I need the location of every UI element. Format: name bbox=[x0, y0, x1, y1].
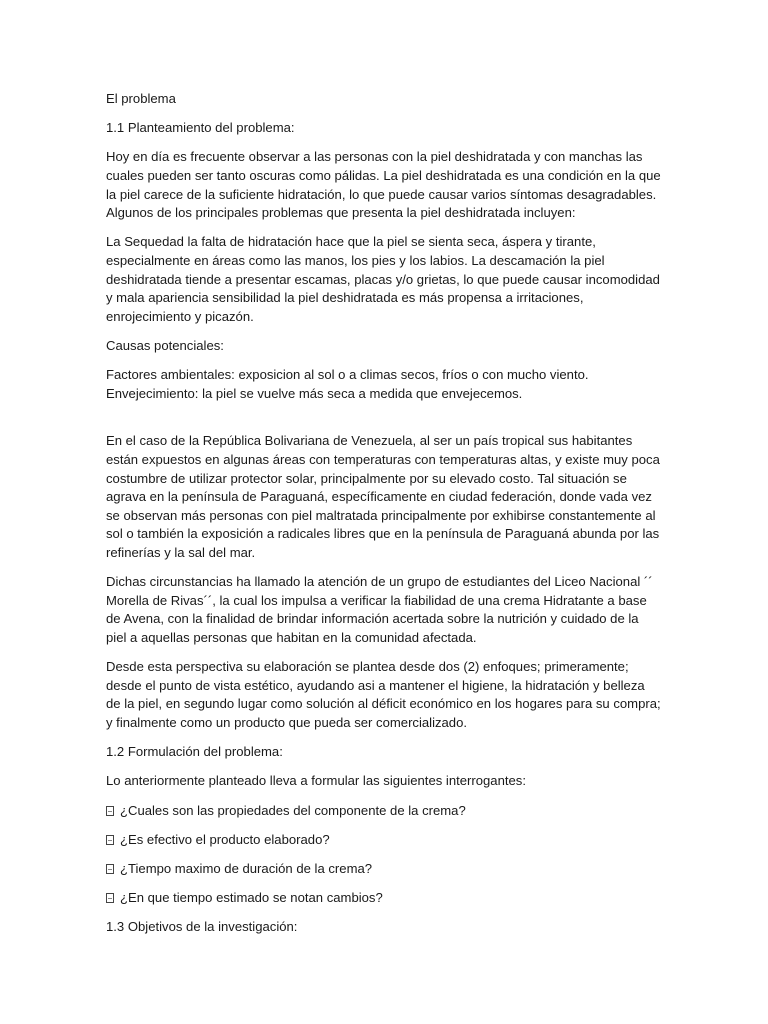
section-heading-1-3: 1.3 Objetivos de la investigación: bbox=[106, 919, 298, 935]
blank-line bbox=[106, 414, 662, 433]
question-text: ¿Es efectivo el producto elaborado? bbox=[120, 831, 330, 847]
missing-glyph-icon bbox=[106, 864, 114, 874]
paragraph-perspective: Desde esta perspectiva su elaboración se plantea desde dos (2) enfoques; primeramente; desde el punto de vista estético, ayudando asi a mantener el higiene, la hidratación y belleza de la piel, en segundo lugar como solución al déficit económico en los hogares para su compra; y finalmente como un producto que pueda ser comercializado. bbox=[106, 659, 661, 730]
missing-glyph-icon bbox=[106, 835, 114, 845]
paragraph-venezuela: En el caso de la República Bolivariana de Venezuela, al ser un país tropical sus habitantes están expuestos en algunas áreas con temperaturas con temperaturas altas, y existe muy poca costumbre de utilizar protector solar, principalmente por su elevado costo. Tal situación se agrava en la península de Paraguaná, específicamente en ciudad federación, donde vada vez se observan más personas con piel maltratada principalmente por exhibirse constantemente al sol o también la exposición a radicales libres que en la península de Paraguaná abunda por las refinerías y la sal del mar. bbox=[106, 433, 660, 561]
paragraph-causes: Factores ambientales: exposicion al sol o a climas secos, fríos o con mucho viento. Envejecimiento: la piel se vuelve más seca a medida que envejecemos. bbox=[106, 367, 589, 401]
document-page bbox=[106, 90, 662, 947]
section-heading-1-1: 1.1 Planteamiento del problema: bbox=[106, 120, 295, 136]
question-text: ¿Cuales son las propiedades del componente de la crema? bbox=[120, 802, 466, 818]
question-text: ¿En que tiempo estimado se notan cambios? bbox=[120, 890, 383, 906]
causes-label: Causas potenciales: bbox=[106, 337, 224, 353]
document-title: El problema bbox=[106, 91, 176, 106]
list-item bbox=[106, 889, 662, 908]
section-heading-1-2: 1.2 Formulación del problema: bbox=[106, 744, 283, 760]
question-text: ¿Tiempo maximo de duración de la crema? bbox=[120, 860, 373, 876]
paragraph-intro: Hoy en día es frecuente observar a las personas con la piel deshidratada y con manchas las cuales pueden ser tanto oscuras como pálidas. La piel deshidratada es una condición en la que la piel carece de la suficiente hidratación, lo que puede causar varios síntomas desagradables. Algunos de los principales problemas que presenta la piel deshidratada incluyen: bbox=[106, 149, 661, 221]
list-item bbox=[106, 802, 662, 821]
missing-glyph-icon bbox=[106, 806, 114, 816]
missing-glyph-icon bbox=[106, 893, 114, 903]
paragraph-questions-intro: Lo anteriormente planteado lleva a formular las siguientes interrogantes: bbox=[106, 773, 526, 789]
list-item bbox=[106, 860, 662, 879]
list-item bbox=[106, 831, 662, 850]
paragraph-circumstances: Dichas circunstancias ha llamado la atención de un grupo de estudiantes del Liceo Nacional ´´ Morella de Rivas´´, la cual los impulsa a verificar la fiabilidad de una crema Hidratante a base de Avena, con la finalidad de brindar información acertada sobre la nutrición y cuidado de la piel a aquellas personas que habitan en la comunidad afectada. bbox=[106, 574, 653, 645]
paragraph-symptoms: La Sequedad la falta de hidratación hace que la piel se sienta seca, áspera y tirante, especialmente en áreas como las manos, los pies y los labios. La descamación la piel deshidratada tiende a presentar escamas, placas y/o grietas, lo que puede causar incomodidad y mala apariencia sensibilidad la piel deshidratada es más propensa a irritaciones, enrojecimiento y picazón. bbox=[106, 234, 660, 324]
